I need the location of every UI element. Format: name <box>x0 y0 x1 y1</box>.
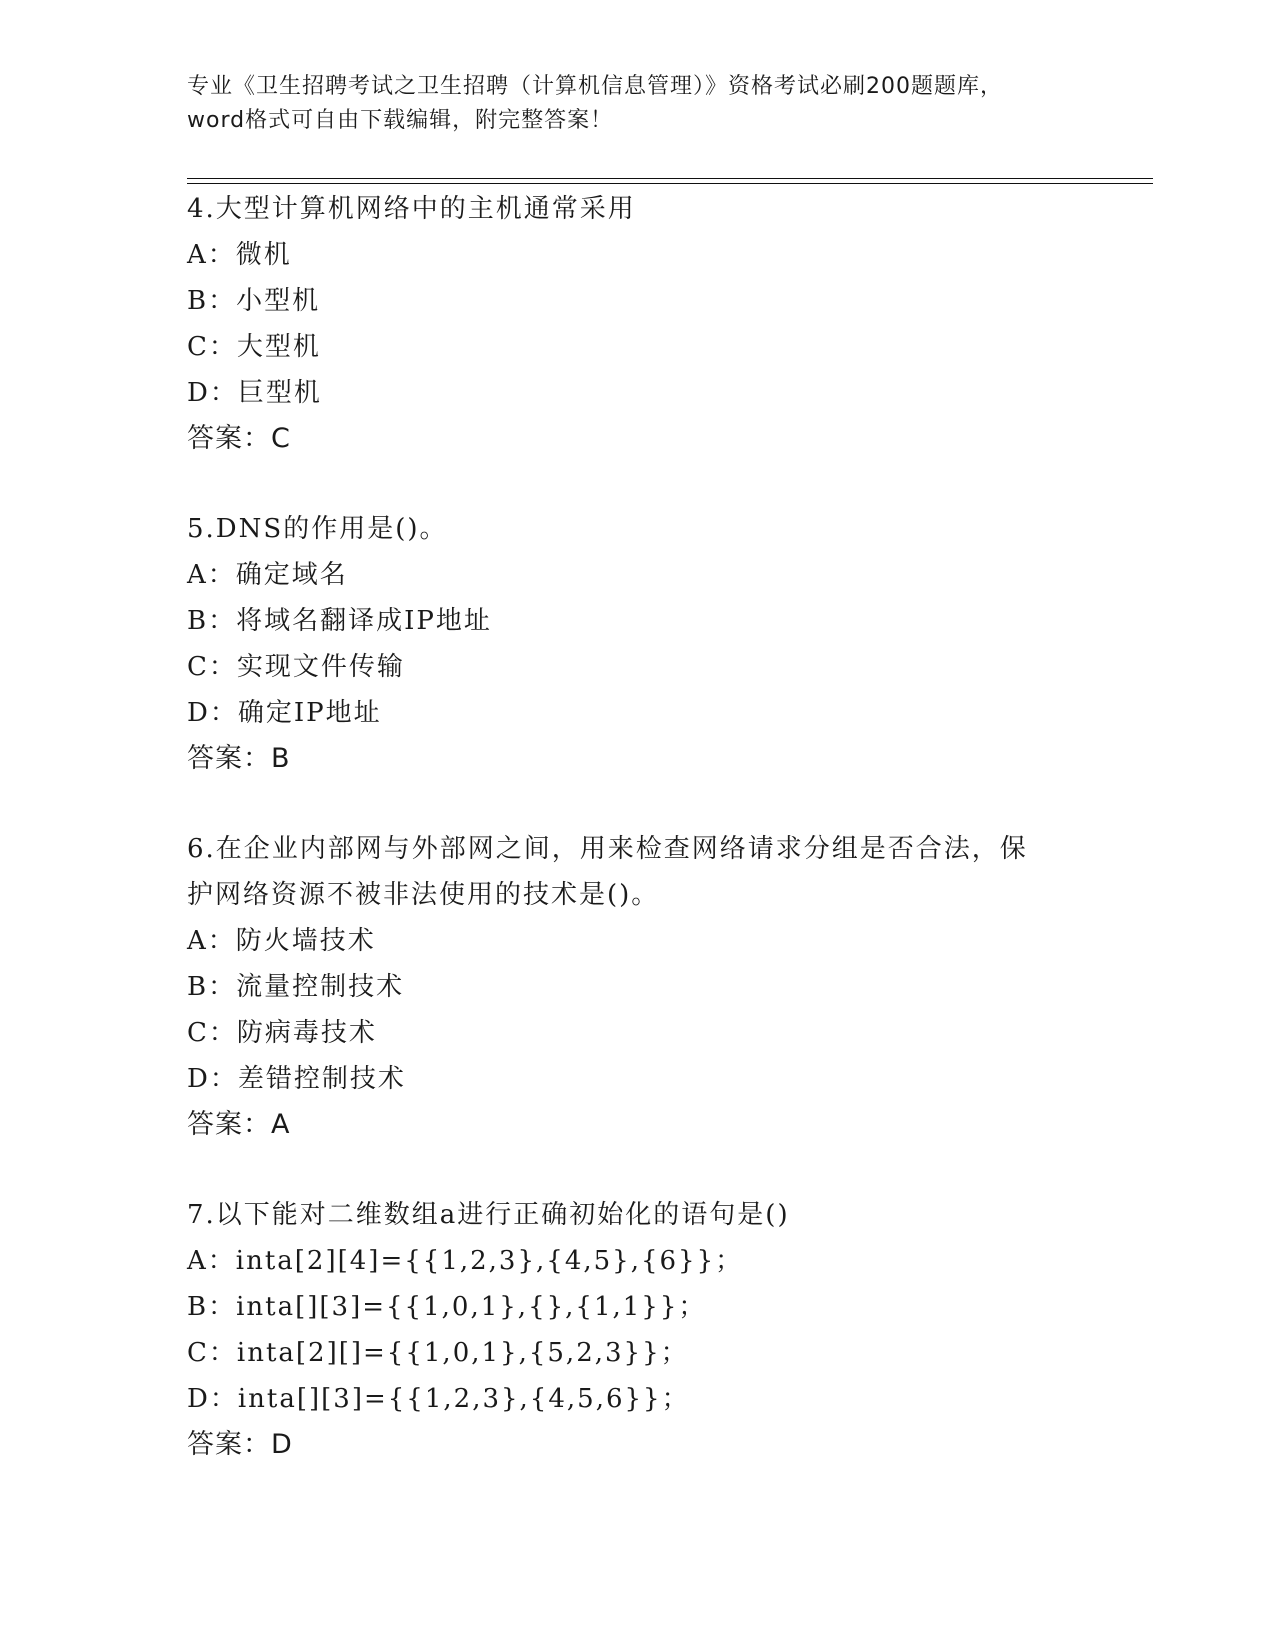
option-d: D：确定IP地址 <box>187 698 382 728</box>
question-stem: 5.DNS的作用是()。 <box>187 514 448 544</box>
question-stem-continued: 护网络资源不被非法使用的技术是()。 <box>187 880 660 910</box>
option-c: C：实现文件传输 <box>187 652 405 682</box>
option-b: B：流量控制技术 <box>187 972 405 1002</box>
option-a: A：微机 <box>187 240 292 270</box>
header-title-line-1: 专业《卫生招聘考试之卫生招聘（计算机信息管理）》资格考试必刷200题题库， <box>187 74 1003 99</box>
option-b: B：将域名翻译成IP地址 <box>187 606 492 636</box>
question-stem: 4.大型计算机网络中的主机通常采用 <box>187 194 636 224</box>
option-d: D：inta[][3]={{1,2,3},{4,5,6}}； <box>187 1384 690 1414</box>
answer-line: 答案：D <box>187 1429 293 1460</box>
answer-line: 答案：A <box>187 1109 291 1140</box>
header-divider-bottom <box>187 183 1153 184</box>
answer-line: 答案：C <box>187 423 291 454</box>
option-d: D：巨型机 <box>187 378 322 408</box>
option-c: C：inta[2][]={{1,0,1},{5,2,3}}； <box>187 1338 689 1368</box>
question-block <box>187 1192 1087 1468</box>
option-b: B：小型机 <box>187 286 321 316</box>
option-c: C：防病毒技术 <box>187 1018 377 1048</box>
option-c: C：大型机 <box>187 332 321 362</box>
option-a: A：防火墙技术 <box>187 926 376 956</box>
option-b: B：inta[][3]={{1,0,1},{},{1,1}}； <box>187 1292 707 1322</box>
option-a: A：inta[2][4]={{1,2,3},{4,5},{6}}； <box>187 1246 744 1276</box>
question-block <box>187 826 1087 1148</box>
question-block <box>187 186 1087 462</box>
document-header <box>187 70 1087 138</box>
question-stem: 7.以下能对二维数组a进行正确初始化的语句是() <box>187 1200 790 1230</box>
answer-line: 答案：B <box>187 743 291 774</box>
header-divider-top <box>187 178 1153 179</box>
option-a: A：确定域名 <box>187 560 348 590</box>
question-block <box>187 506 1087 782</box>
header-title-line-2: word格式可自由下载编辑，附完整答案！ <box>187 108 614 133</box>
question-stem: 6.在企业内部网与外部网之间，用来检查网络请求分组是否合法，保 <box>187 834 1028 864</box>
option-d: D：差错控制技术 <box>187 1064 406 1094</box>
